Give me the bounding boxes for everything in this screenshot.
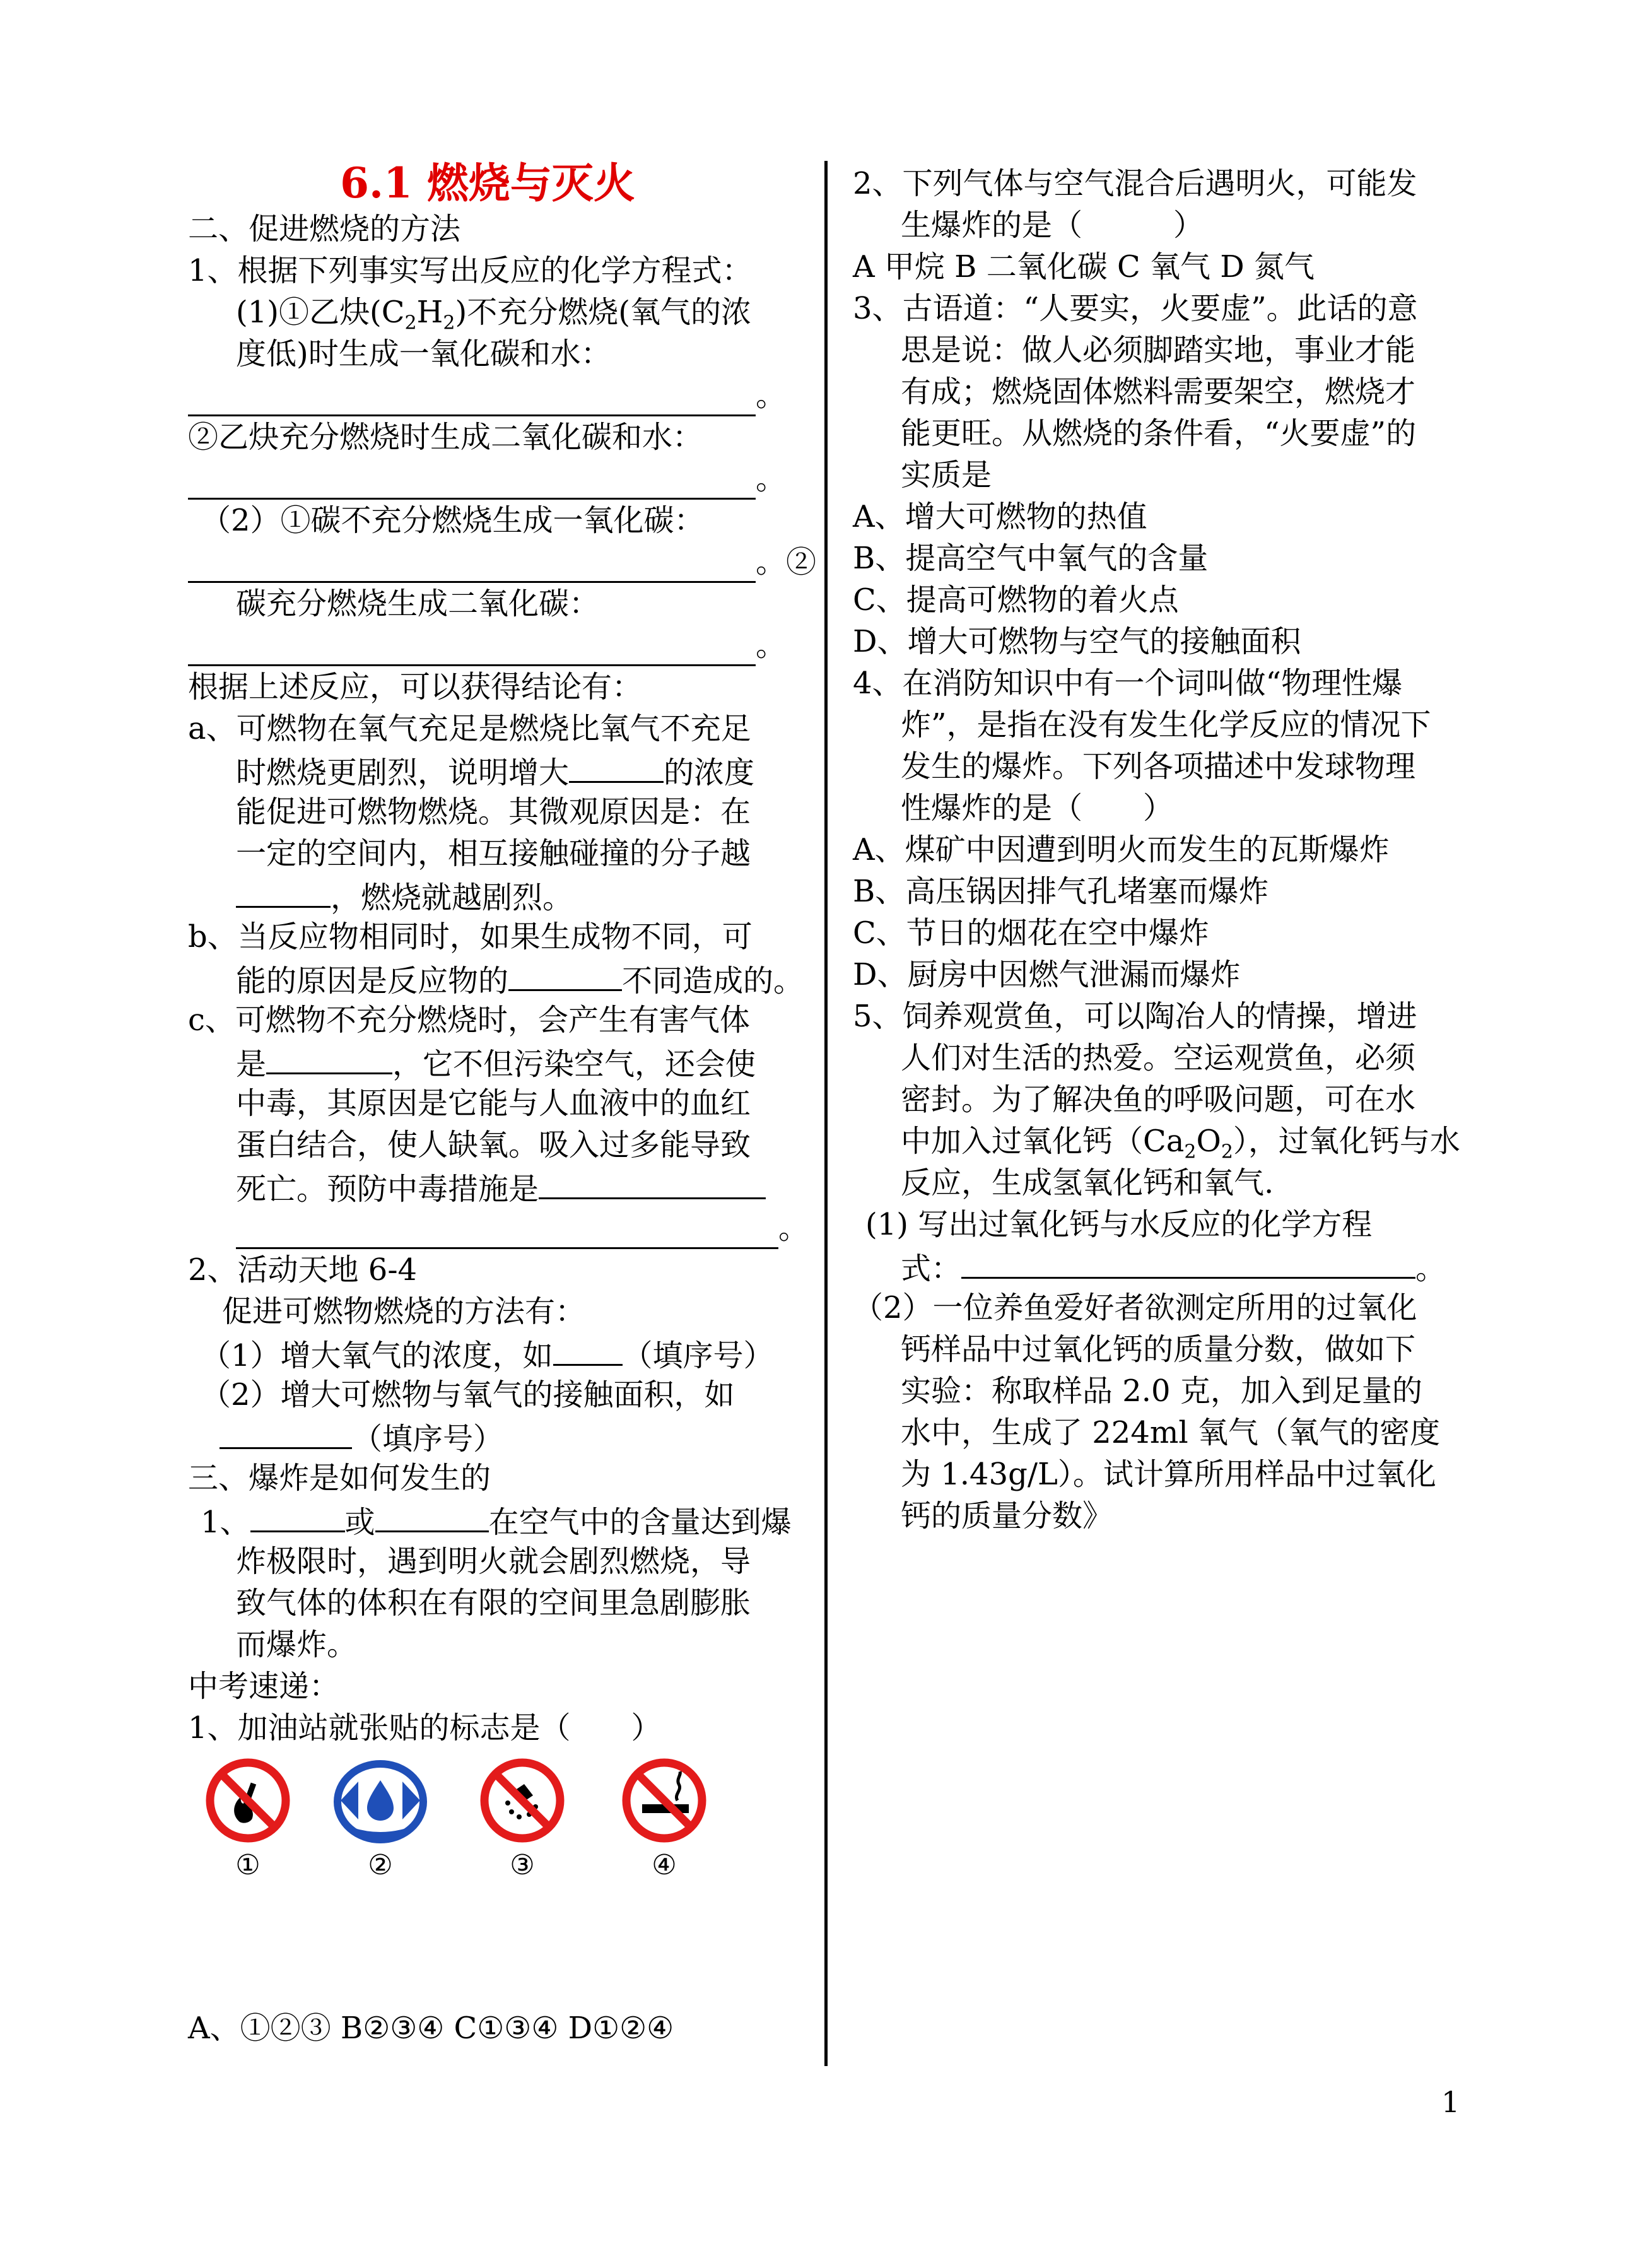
- page-number: 1: [1441, 2085, 1460, 2119]
- answer-line[interactable]: 。: [188, 625, 812, 666]
- section-heading: 中考速递：: [188, 1669, 340, 1704]
- question-text: 实质是: [901, 457, 992, 493]
- question-text: ，燃烧就越剧烈。: [188, 874, 812, 916]
- fill-blank[interactable]: [553, 1332, 623, 1366]
- fill-blank[interactable]: [250, 1499, 345, 1532]
- sign-row: [188, 1756, 812, 1882]
- answer-options: A 甲烷 B 二氧化碳 C 氧气 D 氮气: [853, 249, 1315, 285]
- column-divider: [824, 161, 828, 2066]
- question-text: 密封。为了解决鱼的呼吸问题，可在水: [901, 1082, 1416, 1117]
- question-text: 中毒，其原因是它能与人血液中的血红: [236, 1086, 751, 1121]
- fill-blank[interactable]: [508, 958, 622, 991]
- page-title: 6.1 燃烧与灭火: [340, 158, 635, 208]
- fill-blank[interactable]: [569, 749, 664, 783]
- question-text: 发生的爆炸。下列各项描述中发球物理: [901, 749, 1416, 784]
- answer-options: A、①②③ B②③④ C①③④ D①②④: [188, 2011, 674, 2046]
- question-text: 蛋白结合，使人缺氧。吸入过多能导致: [236, 1127, 751, 1163]
- question-text: 炸极限时，遇到明火就会剧烈燃烧，导: [236, 1544, 751, 1579]
- sign-label: ③: [510, 1849, 535, 1881]
- question-text: 1、 或 在空气中的含量达到爆: [188, 1499, 812, 1541]
- fill-blank[interactable]: [236, 874, 331, 908]
- question-text: 水中，生成了 224ml 氧气（氧气的密度: [901, 1415, 1441, 1450]
- question-text: 度低)时生成一氧化碳和水：: [236, 336, 611, 372]
- question-text: 中加入过氧化钙$(Ca_2O_2)$，过氧化钙与水: [901, 1124, 1460, 1163]
- question-text: 而爆炸。: [236, 1627, 358, 1662]
- question-text: a、可燃物在氧气充足是燃烧比氧气不充足: [188, 711, 751, 746]
- fill-blank[interactable]: [961, 1245, 1415, 1279]
- answer-line[interactable]: 。: [188, 458, 812, 500]
- fill-blank[interactable]: [375, 1499, 489, 1532]
- no-smoking-icon: [617, 1756, 712, 1845]
- water-drop-icon: [333, 1756, 428, 1845]
- answer-option: D、增大可燃物与空气的接触面积: [853, 624, 1301, 659]
- question-text: ②乙炔充分燃烧时生成二氧化碳和水：: [188, 420, 703, 455]
- question-text: 钙的质量分数》: [901, 1498, 1113, 1534]
- question-text: 能更旺。从燃烧的条件看，“火要虚”的: [901, 416, 1417, 451]
- sign-label: ②: [368, 1849, 393, 1881]
- question-text: 2、下列气体与空气混合后遇明火，可能发: [853, 166, 1417, 201]
- fill-blank[interactable]: [266, 1041, 392, 1074]
- question-text: （填序号）: [188, 1416, 812, 1457]
- answer-option: A、增大可燃物的热值: [853, 499, 1147, 534]
- question-text: 1、根据下列事实写出反应的化学方程式：: [188, 253, 753, 288]
- question-text: 促进可燃物燃烧的方法有：: [222, 1294, 586, 1329]
- question-text: b、当反应物相同时，如果生成物不同，可: [188, 919, 753, 954]
- question-text: 时燃烧更剧烈，说明增大 的浓度: [188, 749, 812, 791]
- question-text: 5、饲养观赏鱼，可以陶冶人的情操，增进: [853, 999, 1417, 1034]
- answer-line[interactable]: 。: [188, 1207, 812, 1249]
- answer-line[interactable]: 。: [188, 375, 812, 416]
- sign-label: ④: [652, 1849, 677, 1881]
- question-text: 钙样品中过氧化钙的质量分数，做如下: [901, 1332, 1416, 1367]
- question-text: （2）增大可燃物与氧气的接触面积，如: [201, 1377, 735, 1412]
- question-text: 反应，生成氢氧化钙和氧气.: [901, 1165, 1274, 1201]
- question-text: 炸”，是指在没有发生化学反应的情况下: [901, 707, 1431, 743]
- question-text: （1）增大氧气的浓度，如 （填序号）: [188, 1332, 812, 1374]
- question-text: 1、加油站就张贴的标志是（ ）: [188, 1710, 662, 1746]
- no-open-flame-icon: [201, 1756, 295, 1845]
- answer-option: A、煤矿中因遭到明火而发生的瓦斯爆炸: [853, 832, 1390, 867]
- question-text: 思是说：做人必须脚踏实地，事业才能: [901, 332, 1416, 368]
- answer-option: B、提高空气中氧气的含量: [853, 541, 1209, 576]
- right-column: [853, 163, 1490, 1537]
- question-text: 实验：称取样品 2.0 克，加入到足量的: [901, 1373, 1422, 1409]
- question-text: (1) 写出过氧化钙与水反应的化学方程: [865, 1207, 1373, 1242]
- question-text: 一定的空间内，相互接触碰撞的分子越: [236, 836, 751, 871]
- question-text: （2）一位养鱼爱好者欲测定所用的过氧化: [853, 1290, 1417, 1325]
- fill-blank[interactable]: [539, 1166, 766, 1199]
- question-text: 性爆炸的是（ ）: [901, 790, 1174, 826]
- section-heading: 三、爆炸是如何发生的: [188, 1460, 491, 1496]
- answer-option: D、厨房中因燃气泄漏而爆炸: [853, 957, 1241, 992]
- question-text: 2、活动天地 6-4: [188, 1252, 418, 1288]
- question-text: 3、古语道：“人要实，火要虚”。此话的意: [853, 291, 1418, 326]
- question-text: 式： 。: [853, 1245, 1490, 1287]
- no-fireworks-icon: [475, 1756, 570, 1845]
- question-text: 有成；燃烧固体燃料需要架空，燃烧才: [901, 374, 1416, 409]
- question-text: 根据上述反应，可以获得结论有：: [188, 669, 643, 705]
- question-text: 死亡。预防中毒措施是: [188, 1166, 812, 1207]
- answer-option: C、提高可燃物的着火点: [853, 582, 1179, 618]
- question-text: （2）①碳不充分燃烧生成一氧化碳：: [201, 503, 705, 538]
- section-heading: 二、促进燃烧的方法: [188, 211, 461, 247]
- question-text: 碳充分燃烧生成二氧化碳：: [236, 586, 600, 621]
- question-text: 能促进可燃物燃烧。其微观原因是：在: [236, 794, 751, 830]
- question-text: c、可燃物不充分燃烧时，会产生有害气体: [188, 1002, 750, 1038]
- question-text: 生爆炸的是（ ）: [901, 208, 1204, 243]
- question-text: 能的原因是反应物的 不同造成的。: [188, 958, 812, 999]
- answer-line[interactable]: 。②: [188, 541, 812, 583]
- question-text: 致气体的体积在有限的空间里急剧膨胀: [236, 1585, 751, 1621]
- left-column: [188, 158, 817, 2049]
- question-text: 为 1.43g/L）。试计算所用样品中过氧化: [901, 1457, 1436, 1492]
- fill-blank[interactable]: [220, 1416, 352, 1449]
- answer-option: B、高压锅因排气孔堵塞而爆炸: [853, 874, 1269, 909]
- question-text: 是 ，它不但污染空气，还会使: [188, 1041, 812, 1083]
- question-text: 人们对生活的热爱。空运观赏鱼，必须: [901, 1040, 1416, 1076]
- answer-option: C、节日的烟花在空中爆炸: [853, 915, 1209, 951]
- question-text: (1)①乙炔$(C_2H_2)$不充分燃烧(氧气的浓: [236, 295, 751, 334]
- question-text: 4、在消防知识中有一个词叫做“物理性爆: [853, 666, 1403, 701]
- sign-label: ①: [235, 1849, 261, 1881]
